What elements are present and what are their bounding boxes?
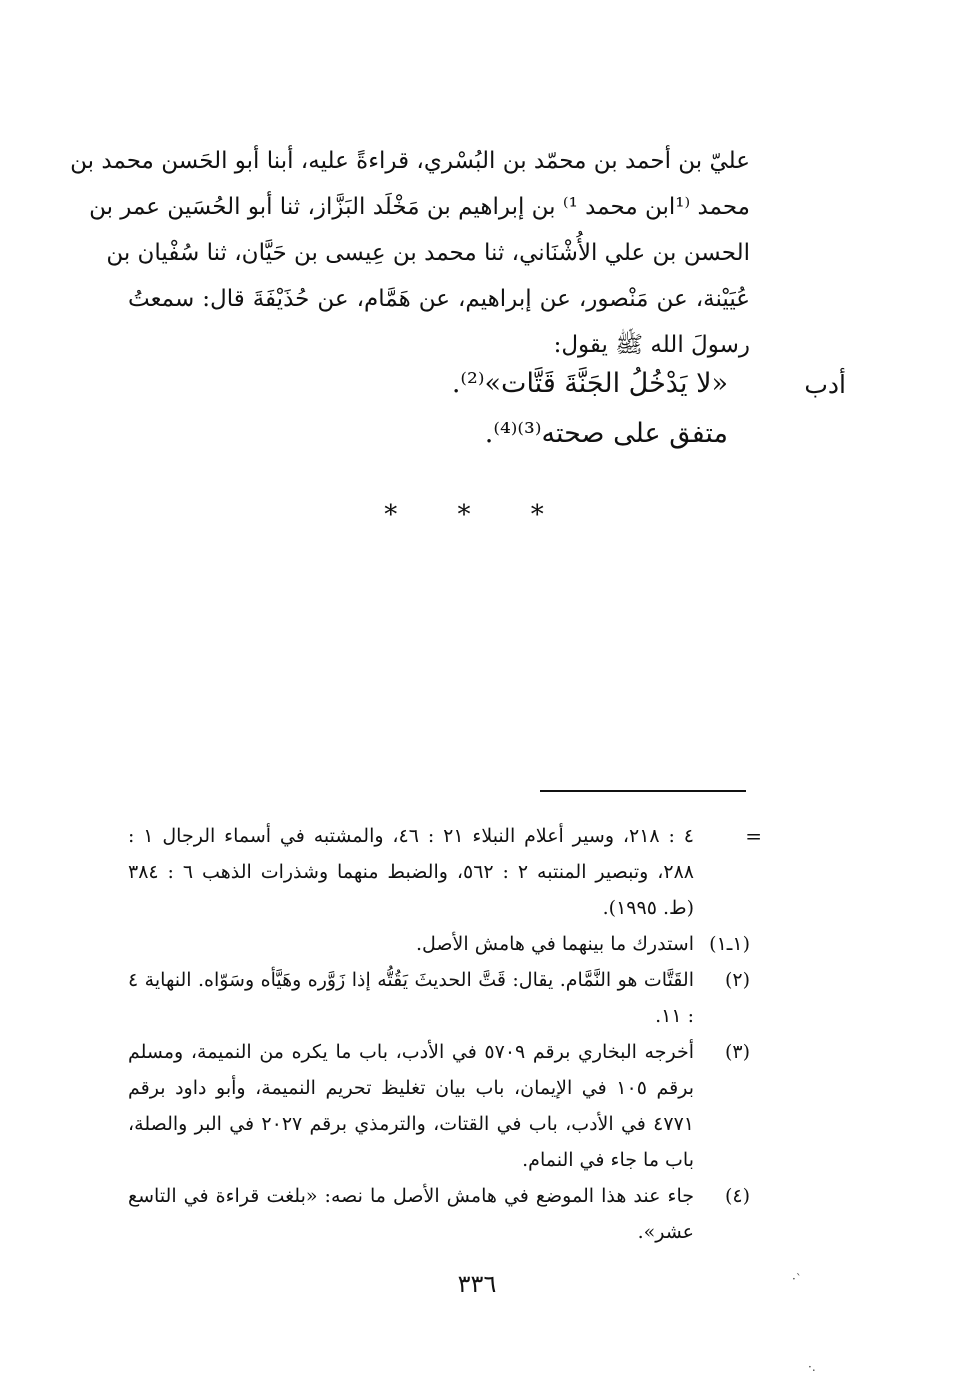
scan-speck: ·.: [808, 1360, 816, 1374]
footnote-continuation-mark: =: [745, 824, 762, 848]
footnote-4: [128, 1178, 750, 1250]
footnote-continued: [128, 818, 750, 926]
text-line-1: عليّ بن أحمد بن محمّد بن البُسْري، قراءةً عليه، أبنا أبو الحَسن محمد بن: [70, 148, 750, 174]
footnote-text: أخرجه البخاري برقم ٥٧٠٩ في الأدب، باب ما يكره من النميمة، ومسلم برقم ١٠٥ في الإيمان، باب بيان تغليظ تحريم النميمة، وأبو داود برقم ٤٧٧١ في الأدب، باب في القتات، والترمذي برقم ٢٠٢٧ في البر والصلة، باب ما جاء في النمام.: [128, 1041, 694, 1171]
text-line-5: رسولَ الله ﷺ يقول:: [553, 332, 750, 358]
authentication-note: متفق على صحته⁽³⁾⁽⁴⁾.: [484, 418, 728, 449]
footnote-number: (١ـ١): [709, 933, 750, 955]
scan-speck: ·`: [792, 1272, 802, 1286]
footnote-number: (٢): [724, 969, 750, 991]
footnote-number: (٣): [724, 1041, 750, 1063]
footnote-2: [128, 962, 750, 1034]
footnote-number: [694, 818, 750, 926]
text-line-2: محمد ⁽¹ابن محمد ¹⁾ بن إبراهيم بن مَخْلَد البَزَّاز، ثنا أبو الحُسَين عمر بن: [89, 194, 750, 220]
footnote-text: استدرك ما بينهما في هامش الأصل.: [416, 933, 694, 955]
footnote-text: ٤ : ٢١٨، وسير أعلام النبلاء ٢١ : ٤٦، والمشتبه في أسماء الرجال ١ : ٢٨٨، وتبصير المنتبه ٢ : ٥٦٢، والضبط منهما وشذرات الذهب ٦ : ٣٨٤ (ط. ١٩٩٥).: [128, 825, 695, 919]
margin-topic-label: أدب: [804, 370, 846, 399]
main-text: [70, 138, 750, 368]
footnote-rule: [540, 790, 746, 792]
footnotes: [128, 818, 750, 1250]
section-divider-stars: * * *: [384, 500, 570, 530]
hadith-text: «لا يَدْخُلُ الجَنَّةَ قَتَّات»⁽²⁾.: [451, 368, 728, 399]
footnote-text: القَتَّات هو النَّمَّام. يقال: قَتَّ الحديثَ يَقُتُّه إذا زَوَّره وهَيَّأه وسَوّاه. النهاية ٤ : ١١.: [128, 969, 694, 1027]
footnote-text: جاء عند هذا الموضع في هامش الأصل ما نصه: «بلغت قراءة في التاسع عشر».: [128, 1185, 694, 1243]
footnote-number: (٤): [724, 1185, 750, 1207]
text-line-3: الحسن بن علي الأُشْنَاني، ثنا محمد بن عِيسى بن حَيَّان، ثنا سُفْيان بن: [106, 240, 750, 266]
footnote-1: [128, 926, 750, 962]
page-number: ٣٣٦: [457, 1270, 497, 1298]
footnote-3: [128, 1034, 750, 1178]
text-line-4: عُيَيْنة، عن مَنْصور، عن إبراهيم، عن هَمَّام، عن حُذَيْفَةَ قال: سمعتُ: [128, 286, 750, 312]
